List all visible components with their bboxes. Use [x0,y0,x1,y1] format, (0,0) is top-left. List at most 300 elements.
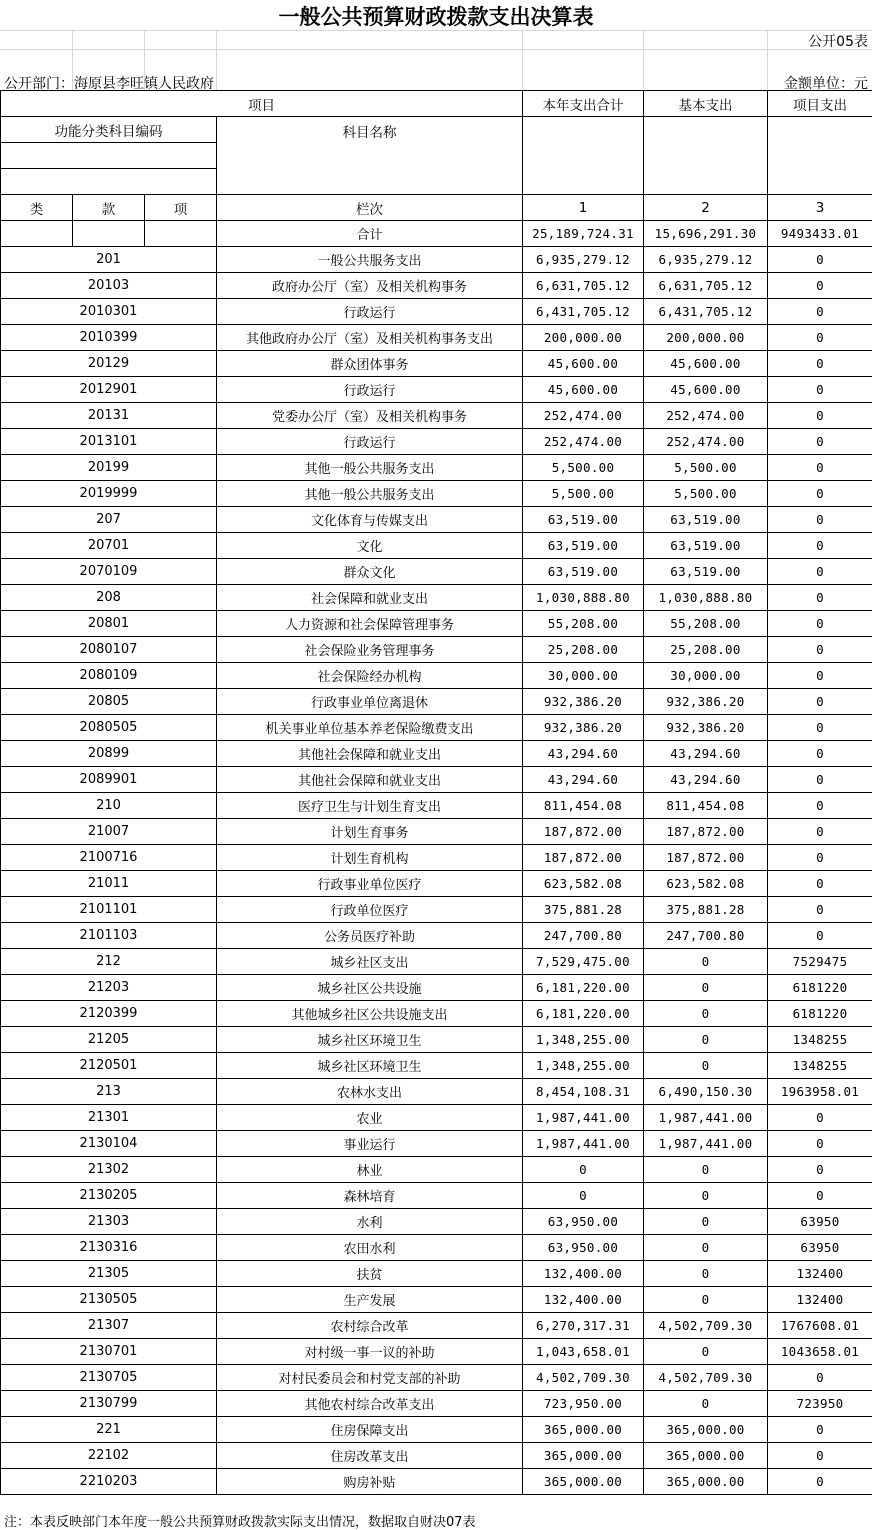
basic-cell: 932,386.20 [644,689,768,715]
subject-name-cell: 农村综合改革 [217,1313,523,1339]
project-cell: 0 [768,273,872,299]
basic-cell: 0 [644,1391,768,1417]
project-cell: 0 [768,845,872,871]
project-cell: 0 [768,1469,872,1495]
project-cell: 0 [768,299,872,325]
subject-name-cell: 生产发展 [217,1287,523,1313]
table-row [1,1235,872,1261]
header-project: 项目支出 [768,91,872,117]
project-cell: 0 [768,637,872,663]
project-cell: 1043658.01 [768,1339,872,1365]
subject-name-cell: 计划生育事务 [217,819,523,845]
subject-name-cell: 水利 [217,1209,523,1235]
project-cell: 0 [768,663,872,689]
total-cell: 365,000.00 [523,1469,644,1495]
table-row [1,975,872,1001]
department-label: 公开部门：海原县李旺镇人民政府 [4,76,214,92]
project-cell: 6181220 [768,1001,872,1027]
total-cell: 25,208.00 [523,637,644,663]
code-cell: 21301 [1,1105,217,1131]
table-row [1,1365,872,1391]
total-cell: 365,000.00 [523,1417,644,1443]
code-cell: 2130505 [1,1287,217,1313]
code-cell: 20131 [1,403,217,429]
code-cell: 2130104 [1,1131,217,1157]
subject-name-cell: 其他社会保障和就业支出 [217,767,523,793]
subject-name-cell: 行政运行 [217,299,523,325]
project-cell: 0 [768,429,872,455]
table-row [1,923,872,949]
project-cell: 0 [768,377,872,403]
blank-cell [145,221,217,247]
project-cell: 1963958.01 [768,1079,872,1105]
project-cell: 0 [768,897,872,923]
project-cell: 0 [768,351,872,377]
basic-cell: 0 [644,1235,768,1261]
code-cell: 2080107 [1,637,217,663]
subject-name-cell: 林业 [217,1157,523,1183]
subject-name-cell: 社会保障和就业支出 [217,585,523,611]
table-row [1,507,872,533]
subject-name-cell: 农林水支出 [217,1079,523,1105]
project-cell: 1348255 [768,1027,872,1053]
header-blank [644,117,768,195]
project-cell: 1348255 [768,1053,872,1079]
project-cell: 0 [768,1157,872,1183]
basic-cell: 55,208.00 [644,611,768,637]
project-cell: 0 [768,325,872,351]
total-cell: 6,270,317.31 [523,1313,644,1339]
basic-cell: 1,987,441.00 [644,1105,768,1131]
basic-cell: 0 [644,975,768,1001]
subject-name-cell: 医疗卫生与计划生育支出 [217,793,523,819]
basic-cell: 0 [644,1053,768,1079]
code-cell: 21011 [1,871,217,897]
total-cell: 1,030,888.80 [523,585,644,611]
project-cell: 0 [768,715,872,741]
total-cell: 45,600.00 [523,351,644,377]
total-cell: 8,454,108.31 [523,1079,644,1105]
total-cell: 132,400.00 [523,1287,644,1313]
table-row [1,1053,872,1079]
basic-cell: 247,700.80 [644,923,768,949]
code-cell: 20899 [1,741,217,767]
total-cell: 0 [523,1157,644,1183]
code-cell: 221 [1,1417,217,1443]
subject-name-cell: 购房补贴 [217,1469,523,1495]
code-cell: 2013101 [1,429,217,455]
code-cell: 20199 [1,455,217,481]
project-cell: 0 [768,611,872,637]
subject-name-cell: 城乡社区公共设施 [217,975,523,1001]
basic-cell: 252,474.00 [644,429,768,455]
project-cell: 0 [768,1105,872,1131]
project-cell: 132400 [768,1287,872,1313]
project-cell: 0 [768,923,872,949]
basic-cell: 1,987,441.00 [644,1131,768,1157]
table-row [1,481,872,507]
table-row [1,663,872,689]
code-cell: 2130701 [1,1339,217,1365]
total-cell: 811,454.08 [523,793,644,819]
header-item: 项目 [1,91,523,117]
table-row [1,689,872,715]
subject-name-cell: 城乡社区支出 [217,949,523,975]
table-row [1,871,872,897]
subject-name-cell: 群众团体事务 [217,351,523,377]
blank-grid-row [0,30,872,50]
code-cell: 20129 [1,351,217,377]
subject-name-cell: 文化 [217,533,523,559]
summary-total: 25,189,724.31 [523,221,644,247]
table-row [1,845,872,871]
basic-cell: 5,500.00 [644,481,768,507]
table-row [1,1131,872,1157]
subject-name-cell: 社会保险经办机构 [217,663,523,689]
project-cell: 0 [768,1417,872,1443]
code-cell: 213 [1,1079,217,1105]
table-row [1,585,872,611]
subject-name-cell: 行政运行 [217,429,523,455]
total-cell: 247,700.80 [523,923,644,949]
table-row [1,1417,872,1443]
code-cell: 20805 [1,689,217,715]
basic-cell: 63,519.00 [644,533,768,559]
code-cell: 21205 [1,1027,217,1053]
header-col2: 2 [644,195,768,221]
basic-cell: 43,294.60 [644,767,768,793]
code-cell: 207 [1,507,217,533]
grid-divider [216,30,217,90]
subject-name-cell: 其他社会保障和就业支出 [217,741,523,767]
code-cell: 20701 [1,533,217,559]
total-cell: 1,348,255.00 [523,1027,644,1053]
code-cell: 2089901 [1,767,217,793]
project-cell: 0 [768,507,872,533]
table-row [1,1105,872,1131]
total-cell: 187,872.00 [523,819,644,845]
subject-name-cell: 扶贫 [217,1261,523,1287]
code-cell: 2101101 [1,897,217,923]
basic-cell: 623,582.08 [644,871,768,897]
footnote: 注：本表反映部门本年度一般公共预算财政拨款实际支出情况，数据取自财决07表 [4,1515,476,1530]
code-cell: 2080109 [1,663,217,689]
table-row [1,403,872,429]
code-cell: 21007 [1,819,217,845]
project-cell: 0 [768,247,872,273]
table-row [1,299,872,325]
total-cell: 252,474.00 [523,403,644,429]
project-cell: 0 [768,1183,872,1209]
total-cell: 1,987,441.00 [523,1105,644,1131]
header-row-code [1,117,872,143]
total-cell: 63,519.00 [523,507,644,533]
project-cell: 7529475 [768,949,872,975]
project-cell: 723950 [768,1391,872,1417]
subject-name-cell: 其他城乡社区公共设施支出 [217,1001,523,1027]
project-cell: 0 [768,741,872,767]
table-row [1,533,872,559]
header-subject-name: 科目名称 [217,117,523,195]
currency-unit-label: 金额单位：元 [784,76,868,92]
header-blank [1,143,217,169]
project-cell: 6181220 [768,975,872,1001]
table-row [1,247,872,273]
table-row [1,819,872,845]
code-cell: 2012901 [1,377,217,403]
code-cell: 2101103 [1,923,217,949]
code-cell: 2130799 [1,1391,217,1417]
total-cell: 5,500.00 [523,481,644,507]
table-row [1,325,872,351]
subject-name-cell: 对村级一事一议的补助 [217,1339,523,1365]
basic-cell: 5,500.00 [644,455,768,481]
subject-name-cell: 文化体育与传媒支出 [217,507,523,533]
project-cell: 0 [768,1131,872,1157]
subject-name-cell: 行政单位医疗 [217,897,523,923]
basic-cell: 365,000.00 [644,1443,768,1469]
total-cell: 187,872.00 [523,845,644,871]
grid-divider [767,30,768,90]
code-cell: 2100716 [1,845,217,871]
total-cell: 723,950.00 [523,1391,644,1417]
basic-cell: 63,519.00 [644,507,768,533]
table-row [1,1443,872,1469]
basic-cell: 0 [644,1339,768,1365]
basic-cell: 25,208.00 [644,637,768,663]
table-row [1,273,872,299]
total-cell: 0 [523,1183,644,1209]
basic-cell: 0 [644,1027,768,1053]
blank-cell [1,221,73,247]
basic-cell: 0 [644,1209,768,1235]
table-row [1,351,872,377]
code-cell: 20801 [1,611,217,637]
table-row [1,1209,872,1235]
subject-name-cell: 城乡社区环境卫生 [217,1027,523,1053]
total-cell: 43,294.60 [523,767,644,793]
table-row [1,1027,872,1053]
table-row [1,793,872,819]
subject-name-cell: 行政事业单位离退休 [217,689,523,715]
total-cell: 6,181,220.00 [523,975,644,1001]
project-cell: 63950 [768,1235,872,1261]
basic-cell: 365,000.00 [644,1417,768,1443]
basic-cell: 252,474.00 [644,403,768,429]
code-cell: 2130205 [1,1183,217,1209]
basic-cell: 200,000.00 [644,325,768,351]
project-cell: 0 [768,559,872,585]
subject-name-cell: 计划生育机构 [217,845,523,871]
basic-cell: 4,502,709.30 [644,1365,768,1391]
total-cell: 63,950.00 [523,1209,644,1235]
code-cell: 21302 [1,1157,217,1183]
table-row [1,1157,872,1183]
total-cell: 63,950.00 [523,1235,644,1261]
total-cell: 200,000.00 [523,325,644,351]
total-cell: 63,519.00 [523,533,644,559]
table-row [1,1001,872,1027]
header-xiang: 项 [145,195,217,221]
header-lei: 类 [1,195,73,221]
project-cell: 0 [768,793,872,819]
subject-name-cell: 社会保险业务管理事务 [217,637,523,663]
project-cell: 132400 [768,1261,872,1287]
subject-name-cell: 森林培育 [217,1183,523,1209]
summary-project: 9493433.01 [768,221,872,247]
project-cell: 0 [768,1443,872,1469]
basic-cell: 45,600.00 [644,377,768,403]
subject-name-cell: 公务员医疗补助 [217,923,523,949]
code-cell: 2080505 [1,715,217,741]
basic-cell: 6,935,279.12 [644,247,768,273]
project-cell: 0 [768,455,872,481]
header-row-order [1,195,872,221]
basic-cell: 0 [644,1261,768,1287]
code-cell: 21305 [1,1261,217,1287]
basic-cell: 0 [644,1183,768,1209]
form-number: 公开05表 [808,34,868,50]
header-col3: 3 [768,195,872,221]
page-title: 一般公共预算财政拨款支出决算表 [278,4,594,29]
subject-name-cell: 农业 [217,1105,523,1131]
expenditure-table [0,90,872,1495]
summary-row [1,221,872,247]
subject-name-cell: 群众文化 [217,559,523,585]
header-func-code: 功能分类科目编码 [1,117,217,143]
basic-cell: 45,600.00 [644,351,768,377]
project-cell: 0 [768,871,872,897]
subject-name-cell: 人力资源和社会保障管理事务 [217,611,523,637]
header-blank [768,117,872,195]
table-row [1,949,872,975]
summary-label: 合计 [217,221,523,247]
header-kuan: 款 [73,195,145,221]
project-cell: 1767608.01 [768,1313,872,1339]
table-row [1,741,872,767]
table-row [1,1261,872,1287]
total-cell: 1,987,441.00 [523,1131,644,1157]
basic-cell: 187,872.00 [644,819,768,845]
project-cell: 0 [768,819,872,845]
basic-cell: 6,431,705.12 [644,299,768,325]
code-cell: 20103 [1,273,217,299]
subject-name-cell: 住房保障支出 [217,1417,523,1443]
basic-cell: 6,490,150.30 [644,1079,768,1105]
basic-cell: 43,294.60 [644,741,768,767]
total-cell: 45,600.00 [523,377,644,403]
code-cell: 2120501 [1,1053,217,1079]
table-row [1,377,872,403]
project-cell: 0 [768,767,872,793]
code-cell: 212 [1,949,217,975]
table-row [1,1391,872,1417]
total-cell: 30,000.00 [523,663,644,689]
total-cell: 365,000.00 [523,1443,644,1469]
code-cell: 21303 [1,1209,217,1235]
subject-name-cell: 党委办公厅（室）及相关机构事务 [217,403,523,429]
table-row [1,637,872,663]
table-row [1,1183,872,1209]
subject-name-cell: 行政运行 [217,377,523,403]
basic-cell: 4,502,709.30 [644,1313,768,1339]
basic-cell: 932,386.20 [644,715,768,741]
code-cell: 2130316 [1,1235,217,1261]
total-cell: 932,386.20 [523,689,644,715]
header-total: 本年支出合计 [523,91,644,117]
code-cell: 2070109 [1,559,217,585]
total-cell: 132,400.00 [523,1261,644,1287]
total-cell: 932,386.20 [523,715,644,741]
code-cell: 22102 [1,1443,217,1469]
header-blank [523,117,644,195]
subject-name-cell: 对村民委员会和村党支部的补助 [217,1365,523,1391]
total-cell: 55,208.00 [523,611,644,637]
table-row [1,715,872,741]
total-cell: 4,502,709.30 [523,1365,644,1391]
basic-cell: 0 [644,1157,768,1183]
header-basic: 基本支出 [644,91,768,117]
basic-cell: 6,631,705.12 [644,273,768,299]
blank-cell [73,221,145,247]
basic-cell: 375,881.28 [644,897,768,923]
grid-divider [522,30,523,90]
total-cell: 7,529,475.00 [523,949,644,975]
table-row [1,1287,872,1313]
header-row-item [1,91,872,117]
code-cell: 210 [1,793,217,819]
project-cell: 0 [768,1365,872,1391]
subject-name-cell: 其他一般公共服务支出 [217,481,523,507]
basic-cell: 365,000.00 [644,1469,768,1495]
subject-name-cell: 行政事业单位医疗 [217,871,523,897]
basic-cell: 187,872.00 [644,845,768,871]
basic-cell: 811,454.08 [644,793,768,819]
code-cell: 2130705 [1,1365,217,1391]
basic-cell: 30,000.00 [644,663,768,689]
table-row [1,611,872,637]
table-row [1,559,872,585]
table-row [1,1313,872,1339]
basic-cell: 63,519.00 [644,559,768,585]
project-cell: 0 [768,481,872,507]
header-column-order: 栏次 [217,195,523,221]
subject-name-cell: 政府办公厅（室）及相关机构事务 [217,273,523,299]
project-cell: 0 [768,585,872,611]
total-cell: 375,881.28 [523,897,644,923]
subject-name-cell: 机关事业单位基本养老保险缴费支出 [217,715,523,741]
header-col1: 1 [523,195,644,221]
total-cell: 63,519.00 [523,559,644,585]
header-blank [1,169,217,195]
total-cell: 5,500.00 [523,455,644,481]
code-cell: 2010399 [1,325,217,351]
project-cell: 63950 [768,1209,872,1235]
subject-name-cell: 其他农村综合改革支出 [217,1391,523,1417]
project-cell: 0 [768,403,872,429]
total-cell: 6,935,279.12 [523,247,644,273]
subject-name-cell: 事业运行 [217,1131,523,1157]
basic-cell: 0 [644,1287,768,1313]
basic-cell: 1,030,888.80 [644,585,768,611]
summary-basic: 15,696,291.30 [644,221,768,247]
total-cell: 6,431,705.12 [523,299,644,325]
total-cell: 252,474.00 [523,429,644,455]
table-row [1,455,872,481]
total-cell: 1,043,658.01 [523,1339,644,1365]
project-cell: 0 [768,533,872,559]
code-cell: 2210203 [1,1469,217,1495]
